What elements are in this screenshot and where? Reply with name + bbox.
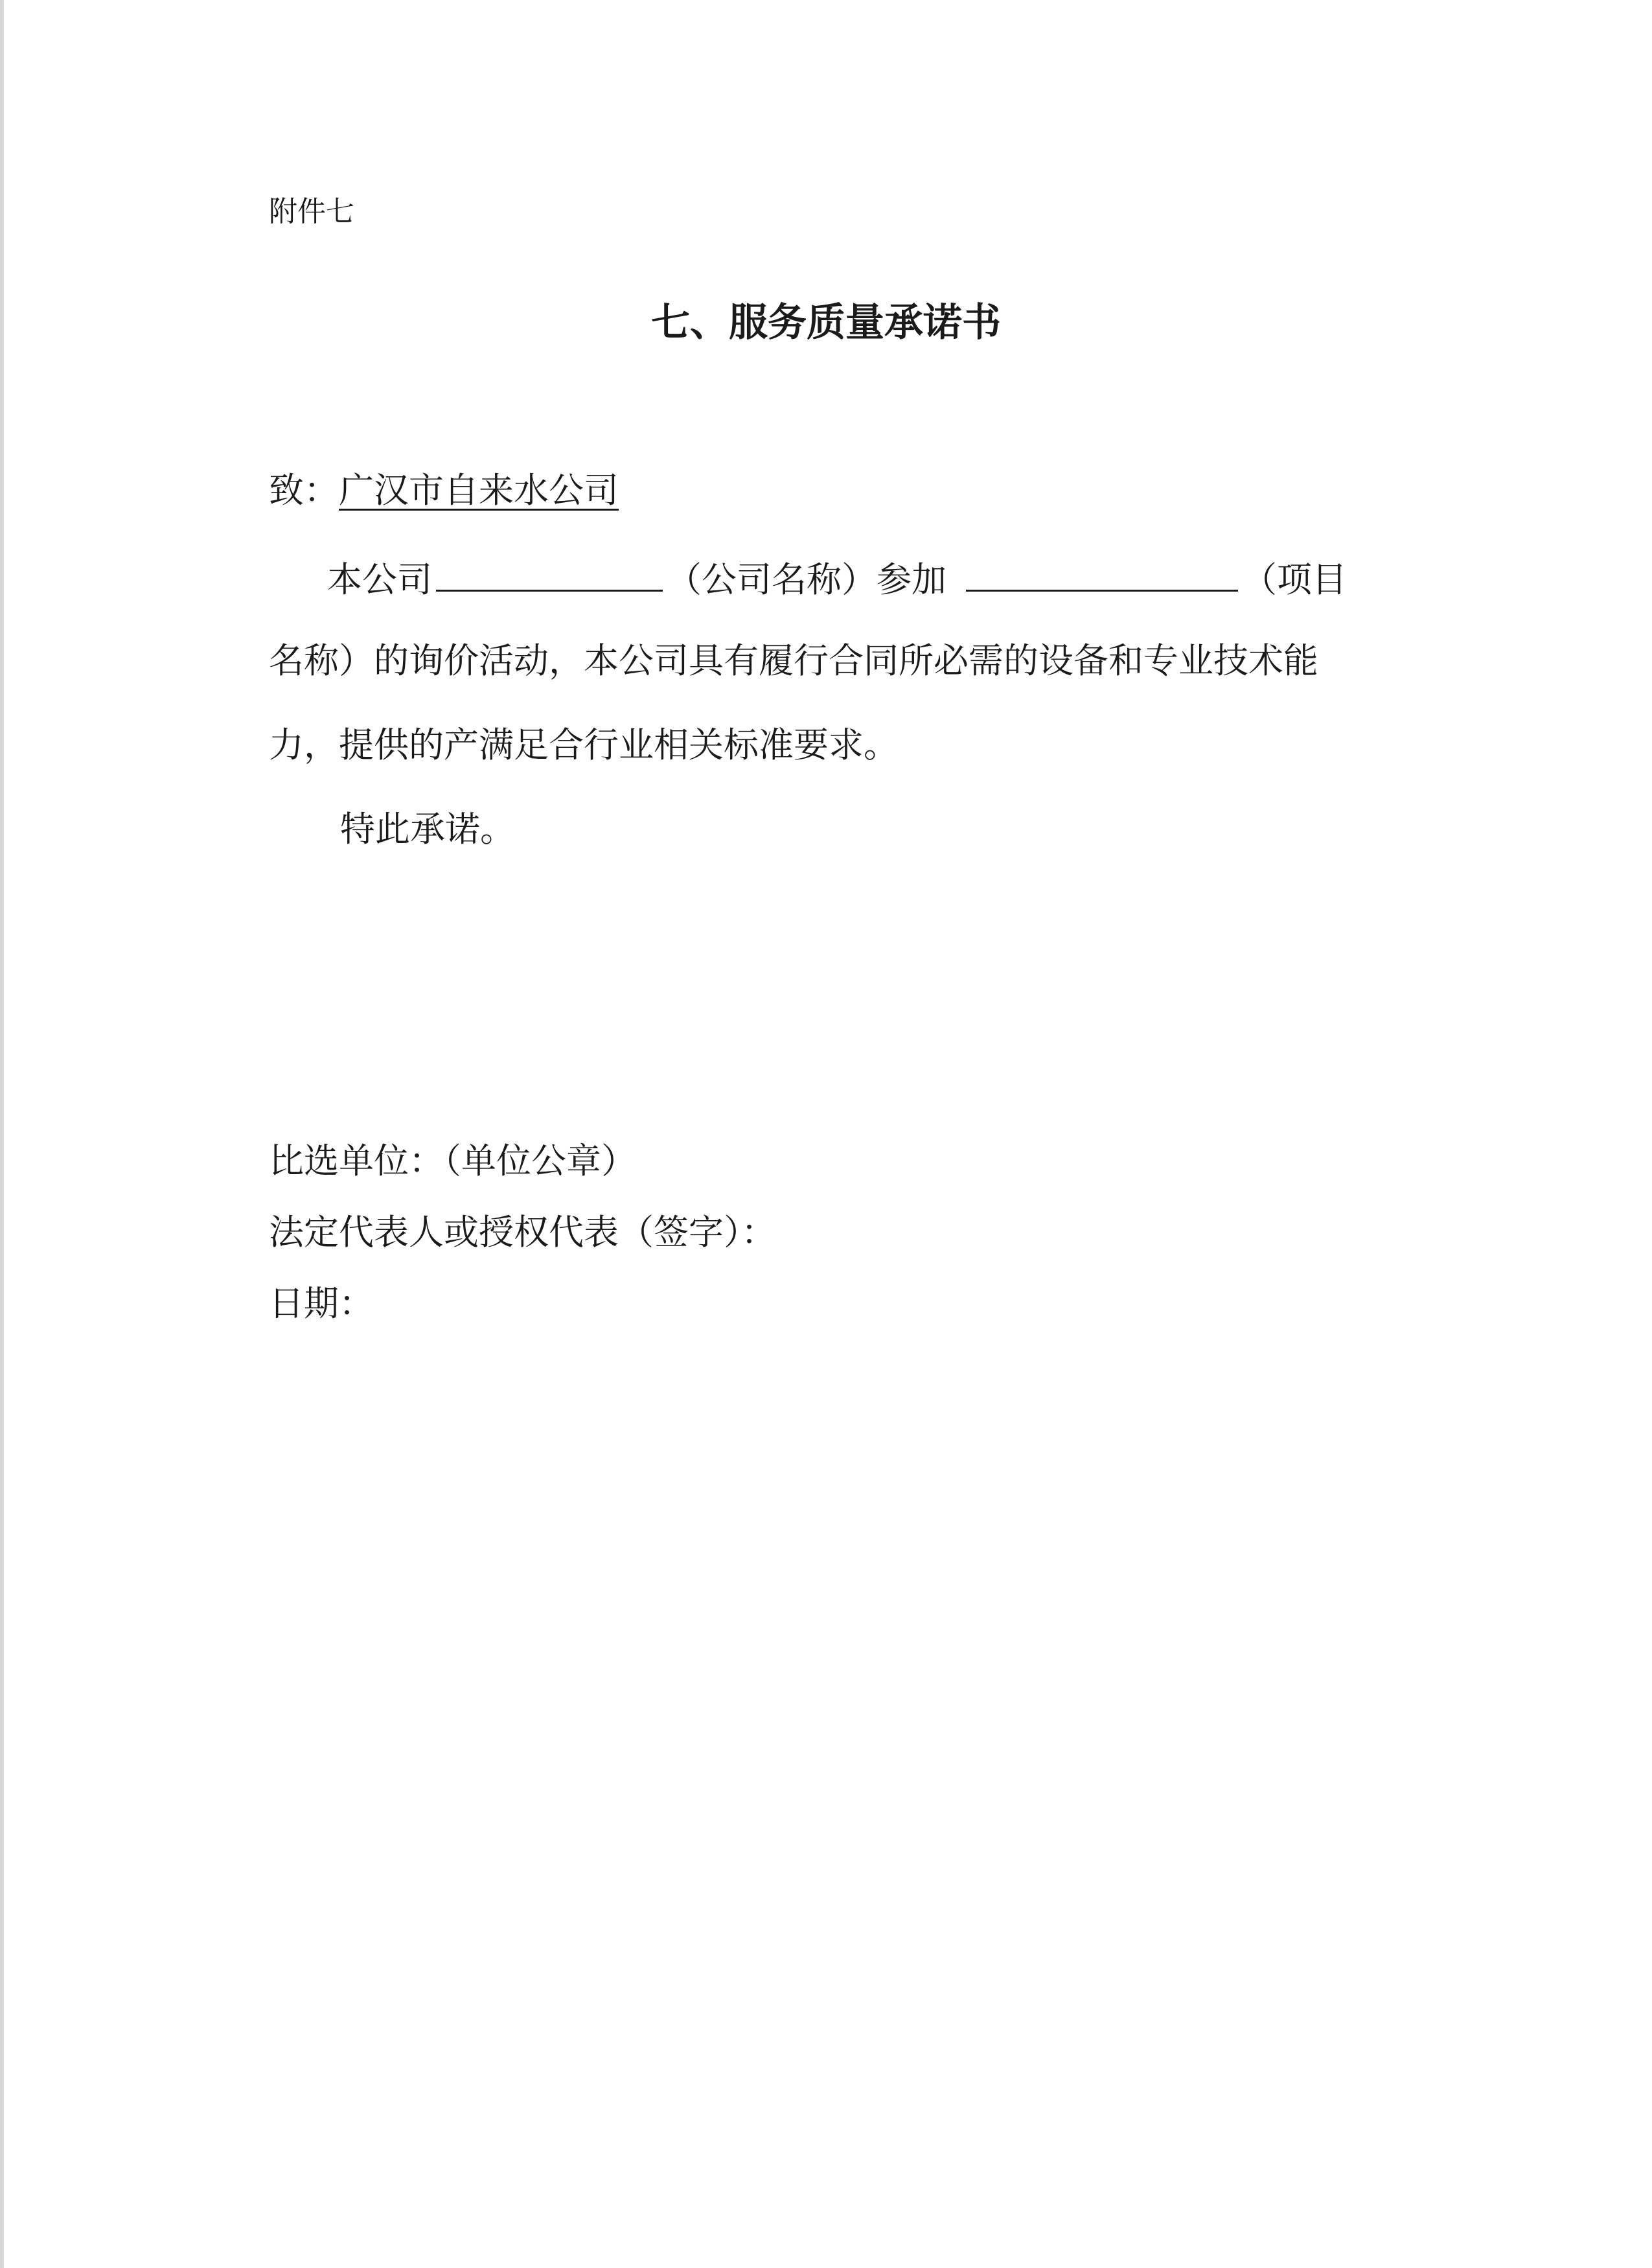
company-name-hint: （公司名称）参加 bbox=[667, 559, 946, 600]
paragraph-line-3: 力，提供的产满足合行业相关标准要求。 bbox=[269, 724, 899, 765]
document-title: 七、服务质量承诺书 bbox=[651, 300, 1001, 345]
paragraph-line-1 bbox=[269, 551, 1383, 606]
paragraph-start: 本公司 bbox=[327, 559, 432, 600]
project-name-hint: （项目 bbox=[1242, 559, 1347, 600]
signature-representative: 法定代表人或授权代表（签字）： bbox=[269, 1212, 776, 1253]
recipient-name: 广汉市自来水公司 bbox=[339, 470, 619, 511]
commitment-closing: 特此承诺。 bbox=[340, 809, 515, 850]
paragraph-line-2: 名称）的询价活动，本公司具有履行合同所必需的设备和专业技术能 bbox=[269, 640, 1318, 681]
attachment-label: 附件七 bbox=[269, 195, 354, 228]
signature-date: 日期： bbox=[269, 1283, 374, 1324]
company-name-blank bbox=[436, 551, 663, 592]
signature-unit: 比选单位：（单位公章） bbox=[269, 1140, 636, 1181]
project-name-blank bbox=[966, 551, 1238, 592]
recipient-prefix: 致： bbox=[269, 470, 339, 511]
recipient-line bbox=[269, 465, 619, 516]
